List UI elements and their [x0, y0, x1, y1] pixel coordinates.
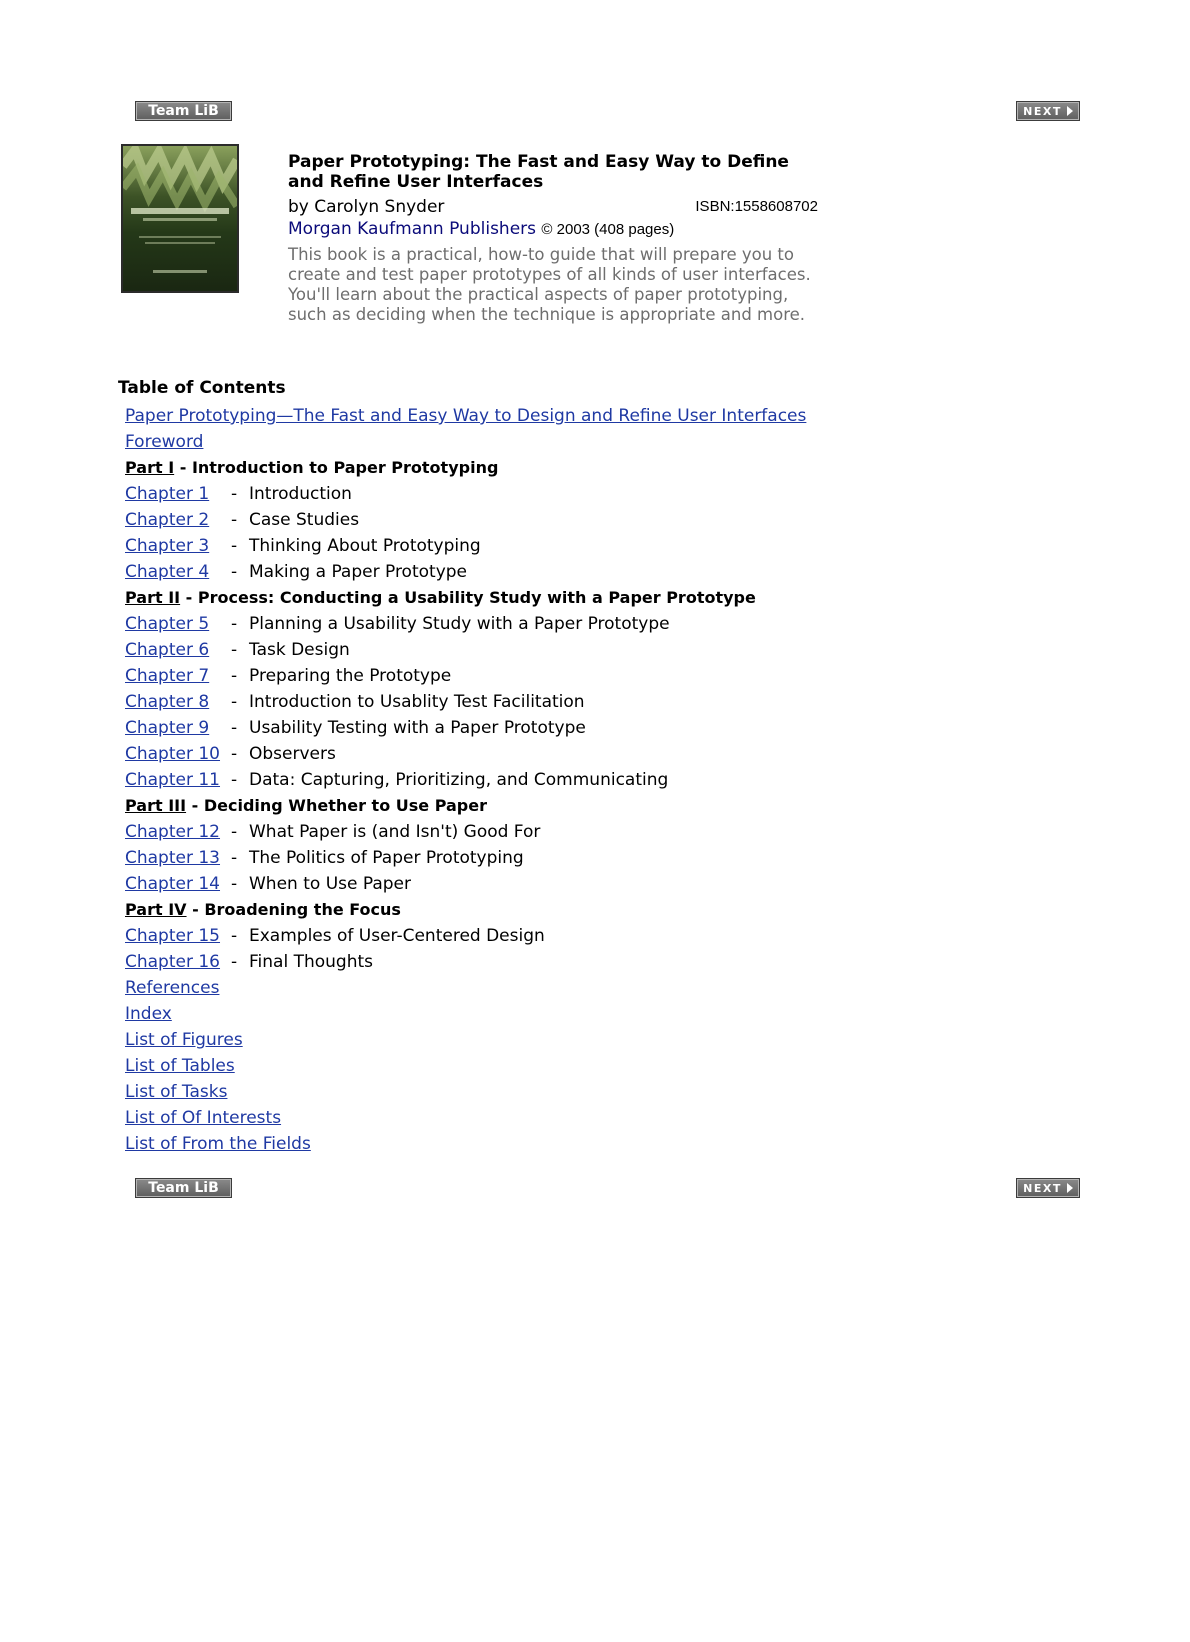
separator: - [231, 640, 238, 660]
chapter-row [125, 715, 1025, 741]
toc-row [125, 1079, 1025, 1105]
chapter-link[interactable]: Chapter 11 [125, 770, 221, 790]
chapter-title: Planning a Usability Study with a Paper Prototype [249, 614, 670, 634]
author-row [288, 197, 818, 219]
toc-row [125, 1001, 1025, 1027]
team-lib-button-bottom[interactable] [135, 1178, 232, 1198]
chapter-link[interactable]: Chapter 3 [125, 536, 210, 556]
chapter-link-cell [125, 481, 231, 507]
chapter-link[interactable]: Chapter 7 [125, 666, 210, 686]
book-cover-image [121, 144, 239, 293]
toc-row [125, 429, 1025, 455]
chapter-link-cell [125, 819, 231, 845]
chapter-row [125, 819, 1025, 845]
part-link[interactable]: Part II [125, 588, 181, 607]
chapter-link[interactable]: Chapter 9 [125, 718, 210, 738]
part-title: - Process: Conducting a Usability Study with a Paper Prototype [180, 588, 756, 607]
toc-row [125, 1053, 1025, 1079]
book-cover-art [123, 146, 237, 291]
chapter-title: What Paper is (and Isn't) Good For [249, 822, 541, 842]
toc-link[interactable]: List of From the Fields [125, 1134, 311, 1154]
chapter-link[interactable]: Chapter 5 [125, 614, 210, 634]
team-lib-button-top[interactable] [135, 101, 232, 121]
chapter-row [125, 637, 1025, 663]
chapter-row [125, 871, 1025, 897]
arrow-right-icon [1067, 1183, 1073, 1193]
book-publisher: Morgan Kaufmann Publishers [288, 219, 537, 239]
part-title: - Broadening the Focus [186, 900, 401, 919]
chapter-row [125, 507, 1025, 533]
chapter-title: Task Design [249, 640, 350, 660]
chapter-link-cell [125, 689, 231, 715]
chapter-link-cell [125, 533, 231, 559]
chapter-row [125, 481, 1025, 507]
chapter-title: Examples of User-Centered Design [249, 926, 545, 946]
chapter-link[interactable]: Chapter 14 [125, 874, 221, 894]
chapter-title: When to Use Paper [249, 874, 411, 894]
chapter-title: The Politics of Paper Prototyping [249, 848, 524, 868]
toc-link[interactable]: List of Figures [125, 1030, 243, 1050]
chapter-row [125, 741, 1025, 767]
part-link[interactable]: Part III [125, 796, 187, 815]
toc-link[interactable]: List of Of Interests [125, 1108, 282, 1128]
book-author: by Carolyn Snyder [288, 197, 445, 217]
separator: - [231, 484, 238, 504]
team-lib-label: Team LiB [148, 103, 219, 119]
chapter-link-cell [125, 871, 231, 897]
chapter-link-cell [125, 637, 231, 663]
next-button-bottom[interactable] [1016, 1178, 1080, 1198]
chapter-link-cell [125, 507, 231, 533]
toc-link[interactable]: List of Tasks [125, 1082, 228, 1102]
part-heading [125, 793, 1025, 819]
separator: - [231, 848, 238, 868]
chapter-link[interactable]: Chapter 6 [125, 640, 210, 660]
chapter-title: Final Thoughts [249, 952, 374, 972]
separator: - [231, 770, 238, 790]
chapter-row [125, 845, 1025, 871]
book-copyright: © 2003 (408 pages) [541, 221, 675, 238]
separator: - [231, 510, 238, 530]
part-link[interactable]: Part I [125, 458, 175, 477]
chapter-link-cell [125, 559, 231, 585]
table-of-contents [125, 403, 1025, 1157]
next-label: NEXT [1023, 104, 1062, 118]
chapter-link[interactable]: Chapter 8 [125, 692, 210, 712]
chapter-title: Observers [249, 744, 336, 764]
separator: - [231, 718, 238, 738]
part-heading [125, 585, 1025, 611]
publisher-row [288, 219, 818, 243]
chapter-row [125, 611, 1025, 637]
chapter-title: Usability Testing with a Paper Prototype [249, 718, 586, 738]
chapter-link-cell [125, 767, 231, 793]
book-header [288, 152, 818, 325]
chapter-link[interactable]: Chapter 10 [125, 744, 221, 764]
toc-row [125, 1105, 1025, 1131]
chapter-row [125, 559, 1025, 585]
arrow-right-icon [1067, 106, 1073, 116]
book-title: Paper Prototyping: The Fast and Easy Way to Define and Refine User Interfaces [288, 152, 789, 192]
separator: - [231, 822, 238, 842]
separator: - [231, 744, 238, 764]
separator: - [231, 952, 238, 972]
chapter-title: Introduction to Usablity Test Facilitation [249, 692, 585, 712]
chapter-link[interactable]: Chapter 4 [125, 562, 210, 582]
toc-row [125, 975, 1025, 1001]
next-button-top[interactable] [1016, 101, 1080, 121]
toc-link[interactable]: List of Tables [125, 1056, 235, 1076]
toc-link[interactable]: Foreword [125, 432, 204, 452]
separator: - [231, 692, 238, 712]
chapter-row [125, 663, 1025, 689]
book-isbn: ISBN:1558608702 [695, 198, 818, 215]
chapter-link-cell [125, 923, 231, 949]
separator: - [231, 666, 238, 686]
chapter-title: Introduction [249, 484, 352, 504]
separator: - [231, 926, 238, 946]
chapter-row [125, 533, 1025, 559]
chapter-link-cell [125, 715, 231, 741]
chapter-link-cell [125, 949, 231, 975]
chapter-row [125, 767, 1025, 793]
chapter-link-cell [125, 845, 231, 871]
part-heading [125, 897, 1025, 923]
chapter-link[interactable]: Chapter 1 [125, 484, 210, 504]
part-title: - Introduction to Paper Prototyping [174, 458, 499, 477]
part-title: - Deciding Whether to Use Paper [186, 796, 487, 815]
chapter-row [125, 949, 1025, 975]
chapter-link[interactable]: Chapter 13 [125, 848, 221, 868]
toc-row [125, 1131, 1025, 1157]
book-description: This book is a practical, how-to guide that will prepare you to create and test paper prototypes of all kinds of user interfaces. You'll learn about the practical aspects of paper prototyping, such as deciding when the technique is appropriate and more. [288, 245, 811, 324]
chapter-link[interactable]: Chapter 12 [125, 822, 221, 842]
chapter-title: Making a Paper Prototype [249, 562, 468, 582]
chapter-link-cell [125, 611, 231, 637]
separator: - [231, 562, 238, 582]
chapter-link[interactable]: Chapter 16 [125, 952, 221, 972]
toc-row [125, 1027, 1025, 1053]
chapter-title: Thinking About Prototyping [249, 536, 481, 556]
chapter-row [125, 689, 1025, 715]
toc-heading: Table of Contents [118, 378, 286, 398]
team-lib-label: Team LiB [148, 1180, 219, 1196]
toc-link[interactable]: Index [125, 1004, 172, 1024]
separator: - [231, 874, 238, 894]
chapter-title: Preparing the Prototype [249, 666, 452, 686]
part-heading [125, 455, 1025, 481]
next-label: NEXT [1023, 1181, 1062, 1195]
chapter-link[interactable]: Chapter 15 [125, 926, 221, 946]
part-link[interactable]: Part IV [125, 900, 187, 919]
chapter-link-cell [125, 663, 231, 689]
chapter-link-cell [125, 741, 231, 767]
toc-link[interactable]: References [125, 978, 220, 998]
separator: - [231, 614, 238, 634]
toc-link[interactable]: Paper Prototyping—The Fast and Easy Way to Design and Refine User Interfaces [125, 406, 807, 426]
chapter-title: Data: Capturing, Prioritizing, and Communicating [249, 770, 669, 790]
toc-row [125, 403, 1025, 429]
chapter-link[interactable]: Chapter 2 [125, 510, 210, 530]
separator: - [231, 536, 238, 556]
chapter-row [125, 923, 1025, 949]
chapter-title: Case Studies [249, 510, 360, 530]
